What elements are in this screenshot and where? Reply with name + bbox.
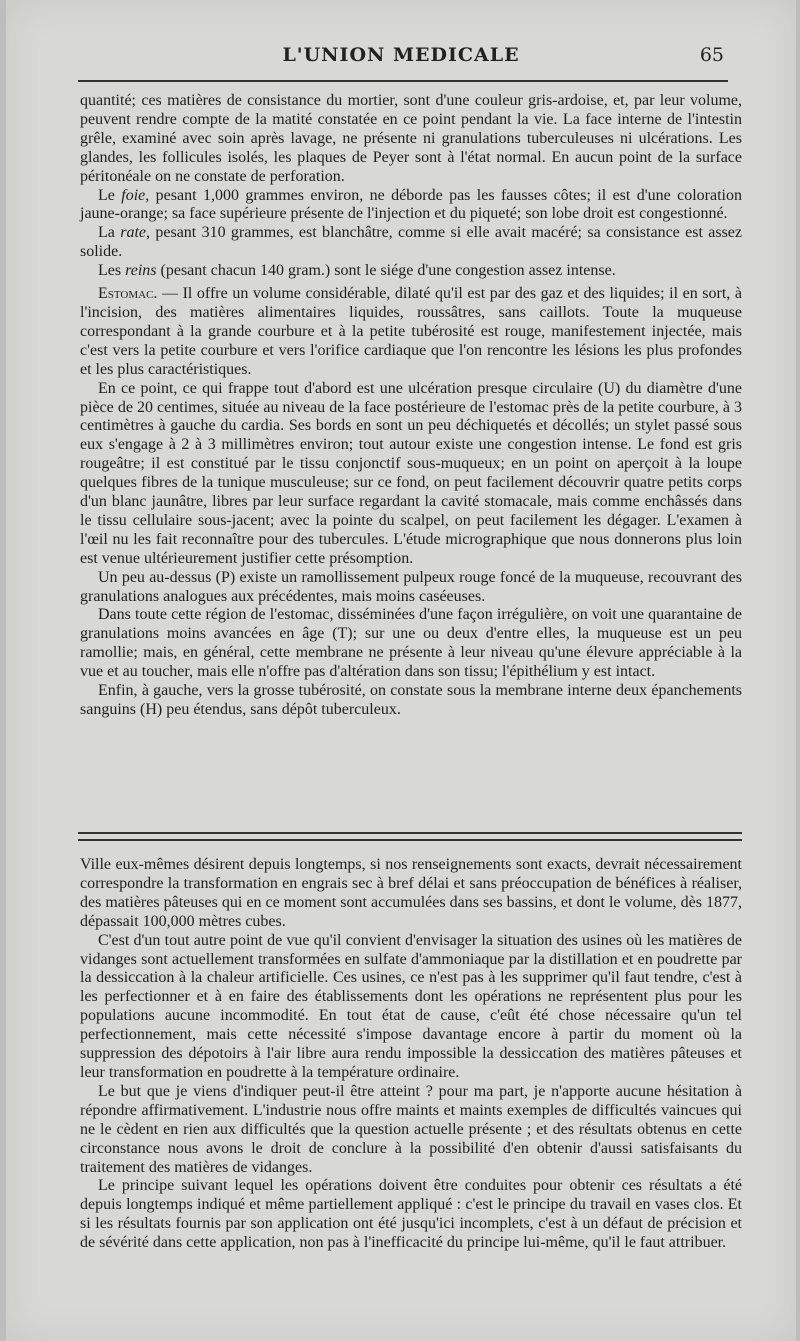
spleen-text: , pesant 310 grammes, est blanchâtre, comme si elle avait macéré; sa consistance est assez solide.: [80, 224, 743, 261]
feuilleton-separator: [78, 832, 742, 841]
autopsy-report: [80, 92, 742, 720]
journal-title: L'UNION MEDICALE: [282, 44, 520, 66]
feuilleton-paragraph-1: Ville eux-mêmes désirent depuis longtemps, si nos renseignements sont exacts, devrait nécessairement correspondre la transformation en engrais sec à bref délai et sans préoccupation de bénéfices à réaliser, des matières pâteuses qui en ce moment sont accumulées dans ses bassins, et dont le volume, dès 1877, dépassait 100,000 mètres cubes.: [80, 856, 742, 930]
kidneys-text: (pesant chacun 140 gram.) sont le siége d'une congestion assez intense.: [156, 262, 616, 280]
kidneys-lead: Les: [98, 262, 126, 280]
page-number: 65: [699, 44, 724, 66]
paragraph-spleen: [80, 224, 742, 262]
paragraph-stomach: [80, 285, 742, 380]
feuilleton-paragraph-4: Le principe suivant lequel les opérations doivent être conduites pour obtenir ces résultats a été depuis longtemps indiqué et même partiellement appliqué : c'est le principe du travail en vases clos. Et si les résultats fournis par son application ont été jusqu'ici incomplets, c'est à un défaut de précision et de sévérité dans cette application, non pas à l'inefficacité du principe lui-même, qu'il le faut attribuer.: [80, 1177, 742, 1252]
liver-text: , pesant 1,000 grammes environ, ne déborde pas les fausses côtes; il est d'une coloration jaune-orange; sa face supérieure présente de l'injection et du piqueté; son lobe droit est congestionné.: [80, 186, 743, 223]
header-rule: [78, 80, 728, 82]
liver-lead: Le: [98, 186, 122, 204]
kidneys-term: reins: [125, 262, 157, 280]
spleen-lead: La: [98, 224, 121, 242]
paragraph-ulceration: En ce point, ce qui frappe tout d'abord est une ulcération presque circulaire (U) du diamètre d'une pièce de 20 centimes, située au niveau de la face postérieure de l'estomac près de la petite courbure, à 3 centimètres à gauche du cardia. Ses bords en sont un peu déchiquetés et décollés; un stylet passé sous eux s'engage à 2 à 3 millimètres environ; tout autour existe une congestion intense. Le fond est gris rougeâtre; il est constitué par le tissu conjonctif sous-muqueux; en un point on aperçoit à la loupe quelques fibres de la tunique musculeuse; sur ce fond, on peut facilement découvrir quatre petits corps d'un blanc jaunâtre, libres par leur surface regardant la cavité stomacale, mais comme enchâssés dans le tissu cellulaire sous-jacent; avec la pointe du scalpel, on peut facilement les dégager. L'examen à l'œil nu les fait reconnaître pour des tubercules. L'étude micrographique que nous donnerons plus loin est venue ultérieurement justifier cette présomption.: [80, 379, 742, 567]
feuilleton-paragraph-2: C'est d'un tout autre point de vue qu'il convient d'envisager la situation des usines où les matières de vidanges sont actuellement transformées en sulfate d'ammoniaque par la distillation et en poudrette par la dessiccation à la chaleur artificielle. Ces usines, ce n'est pas à les supprimer qu'il faut tendre, c'est à les perfectionner et à en faire des établissements dont les opérations ne représentent plus pour les populations aucune incommodité. En tout état de cause, c'eût été chose nécessaire qu'un tel perfectionnement, mais cette nécessité s'impose davantage encore à partir du moment où la suppression des dépotoirs à l'air libre aura rendu impossible la dessiccation des matières pâteuses et leur transformation en poudrette à la température ordinaire.: [80, 931, 742, 1081]
paragraph-liver: [80, 187, 742, 225]
liver-term: foie: [121, 186, 146, 204]
spleen-term: rate: [120, 224, 147, 242]
paragraph-intestine: quantité; ces matières de consistance du mortier, sont d'une couleur gris-ardoise, et, par leur volume, peuvent rendre compte de la matité constatée en ce point pendant la vie. La face interne de l'intestin grêle, examiné avec soin après lavage, ne présente ni granulations tuberculeuses ni ulcérations. Les glandes, les follicules isolés, les plaques de Peyer sont à l'état normal. En aucun point de la surface péritonéale on ne constate de perforation.: [80, 92, 742, 185]
paragraph-softening: Un peu au-dessus (P) existe un ramollissement pulpeux rouge foncé de la muqueuse, recouvrant des granulations analogues aux précédentes, mais moins caséeuses.: [80, 568, 742, 605]
stomach-text: — Il offre un volume considérable, dilaté qu'il est par des gaz et des liquides; il en sort, à l'incision, des matières alimentaires liquides, roussâtres, sans caillots. Toute la muqueuse correspondant à la grande courbure et à la petite tubérosité est rouge, manifestement injectée, mais c'est vers la petite courbure et vers l'orifice cardiaque que l'on rencontre les lésions les plus profondes et les plus caractéristiques.: [80, 285, 742, 378]
stomach-heading: Estomac.: [98, 285, 158, 303]
feuilleton-paragraph-3: Le but que je viens d'indiquer peut-il être atteint ? pour ma part, je n'apporte aucune hésitation à répondre affirmativement. L'industrie nous offre maints et maints exemples de difficultés vaincues qui ne le cèdent en rien aux difficultés que la question actuelle présente ; et des résultats obtenus en cette circonstance nous avons le droit de conclure à la possibilité d'en obtenir d'aussi satisfaisants du traitement des matières de vidanges.: [80, 1082, 742, 1176]
feuilleton-text: [80, 856, 742, 1253]
paragraph-granulations: Dans toute cette région de l'estomac, disséminées d'une façon irrégulière, on voit une quarantaine de granulations moins avancées en âge (T); sur une ou deux d'entre elles, la muqueuse est un peu ramollie; mais, en général, cette membrane ne présente à leur niveau qu'une élevure appréciable à la vue et au toucher, mais elle n'offre pas d'altération dans son tissu; l'épithélium y est intact.: [80, 606, 742, 681]
paragraph-hemorrhage: Enfin, à gauche, vers la grosse tubérosité, on constate sous la membrane interne deux épanchements sanguins (H) peu étendus, sans dépôt tuberculeux.: [80, 682, 742, 718]
running-header: [6, 38, 796, 74]
paragraph-kidneys: [80, 262, 742, 281]
journal-page: [6, 0, 796, 1341]
